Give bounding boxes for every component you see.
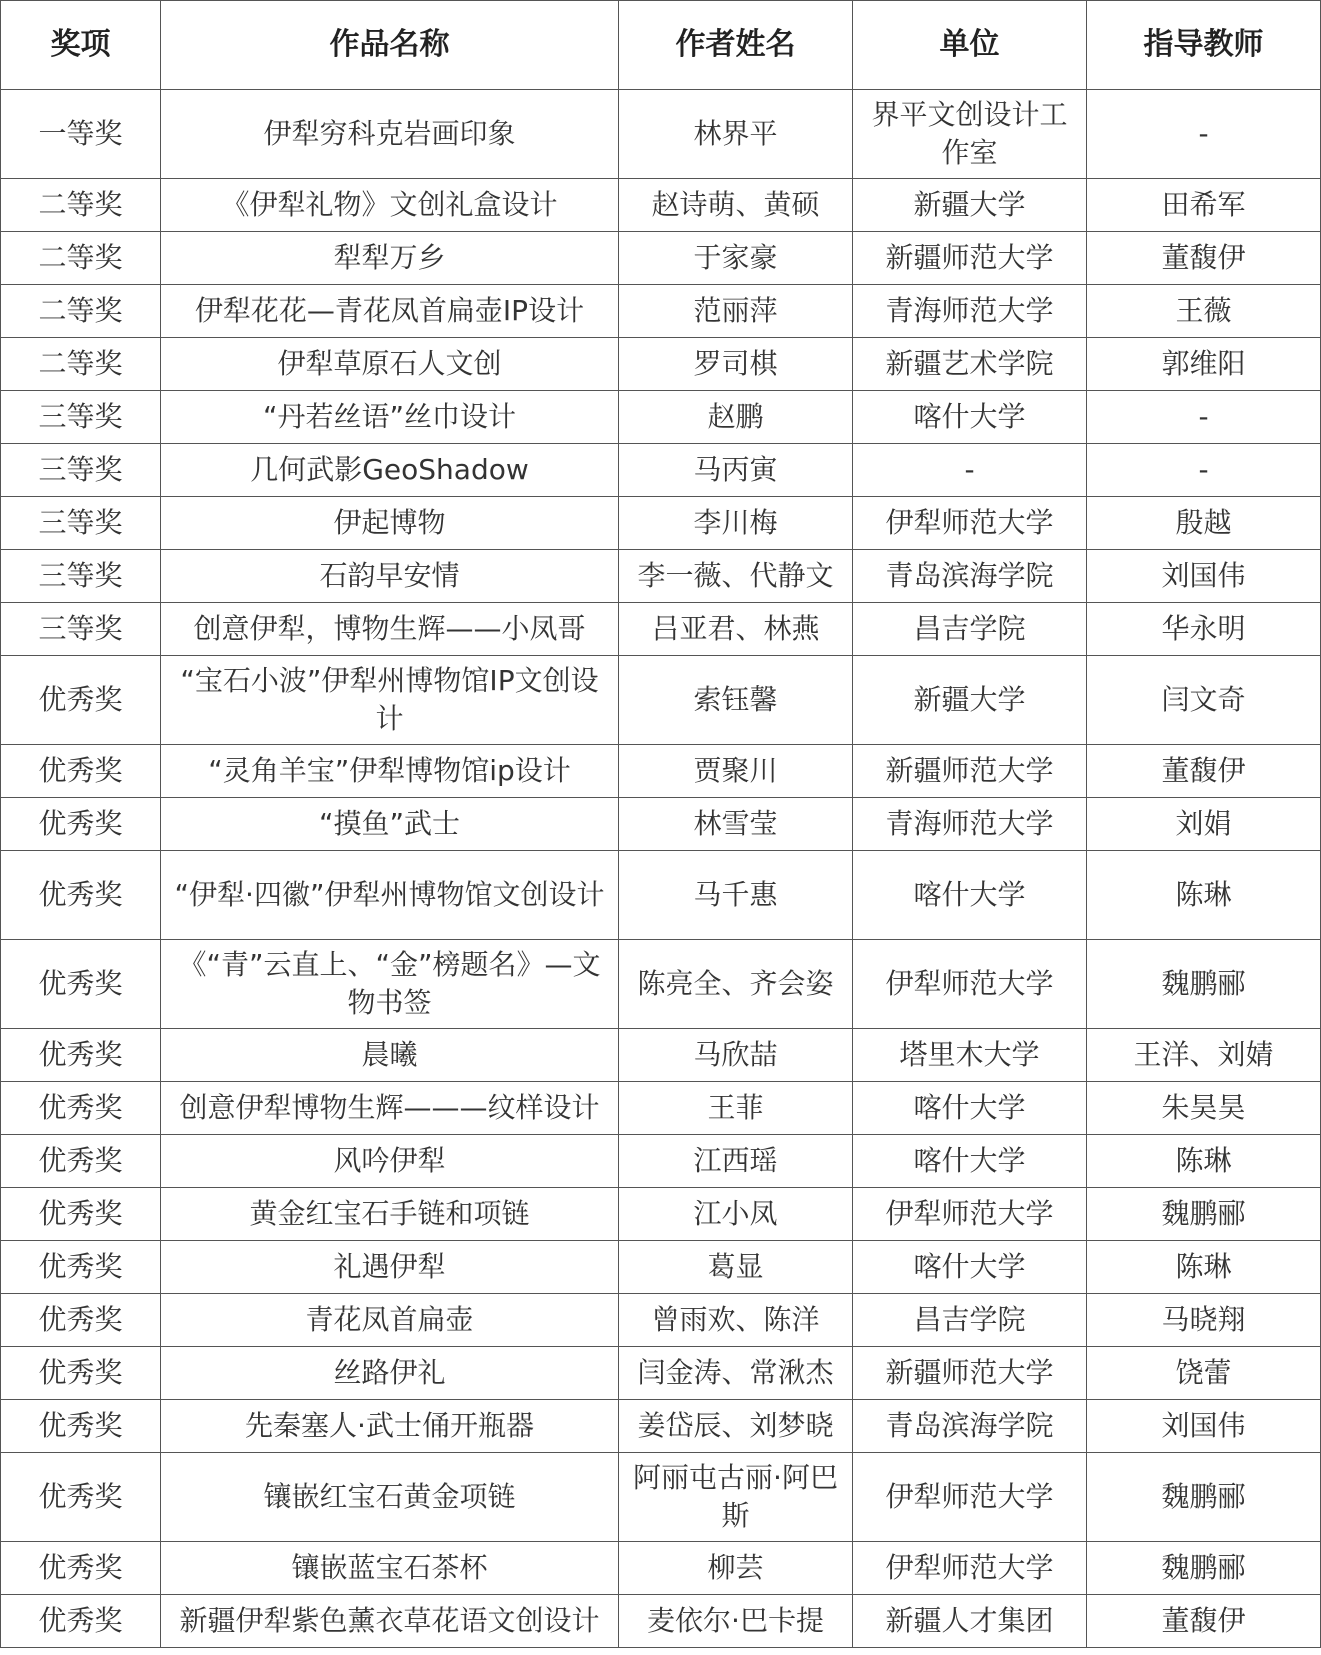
- cell-institution: 伊犁师范大学: [853, 1188, 1087, 1241]
- cell-work-title: 伊犁穷科克岩画印象: [161, 90, 619, 179]
- cell-institution: 新疆艺术学院: [853, 338, 1087, 391]
- cell-award: 二等奖: [1, 338, 161, 391]
- cell-award: 二等奖: [1, 232, 161, 285]
- cell-award: 优秀奖: [1, 1188, 161, 1241]
- table-row: [1, 745, 1321, 798]
- cell-work-title: 《“青”云直上、“金”榜题名》—文物书签: [161, 940, 619, 1029]
- cell-advisor: 董馥伊: [1087, 745, 1321, 798]
- cell-institution: 喀什大学: [853, 851, 1087, 940]
- cell-work-title: “伊犁·四徽”伊犁州博物馆文创设计: [161, 851, 619, 940]
- cell-advisor: 刘国伟: [1087, 550, 1321, 603]
- cell-advisor: 陈琳: [1087, 851, 1321, 940]
- cell-author: 赵诗萌、黄硕: [619, 179, 853, 232]
- header-row: [1, 1, 1321, 90]
- cell-work-title: 伊犁草原石人文创: [161, 338, 619, 391]
- cell-work-title: 犁犁万乡: [161, 232, 619, 285]
- cell-institution: 伊犁师范大学: [853, 1453, 1087, 1542]
- cell-award: 优秀奖: [1, 940, 161, 1029]
- cell-author: 吕亚君、林燕: [619, 603, 853, 656]
- cell-work-title: 创意伊犁博物生辉———纹样设计: [161, 1082, 619, 1135]
- cell-advisor: 董馥伊: [1087, 232, 1321, 285]
- table-row: [1, 603, 1321, 656]
- table-row: [1, 391, 1321, 444]
- cell-author: 林雪莹: [619, 798, 853, 851]
- table-row: [1, 338, 1321, 391]
- cell-advisor: 陈琳: [1087, 1241, 1321, 1294]
- cell-advisor: 陈琳: [1087, 1135, 1321, 1188]
- cell-author: 范丽萍: [619, 285, 853, 338]
- cell-work-title: 《伊犁礼物》文创礼盒设计: [161, 179, 619, 232]
- cell-author: 阿丽屯古丽·阿巴斯: [619, 1453, 853, 1542]
- cell-institution: 新疆师范大学: [853, 745, 1087, 798]
- table-row: [1, 798, 1321, 851]
- cell-work-title: 黄金红宝石手链和项链: [161, 1188, 619, 1241]
- cell-advisor: 殷越: [1087, 497, 1321, 550]
- cell-work-title: 几何武影GeoShadow: [161, 444, 619, 497]
- cell-author: 姜岱辰、刘梦晓: [619, 1400, 853, 1453]
- cell-author: 陈亮全、齐会姿: [619, 940, 853, 1029]
- table-row: [1, 1347, 1321, 1400]
- table-row: [1, 497, 1321, 550]
- cell-institution: 新疆师范大学: [853, 1347, 1087, 1400]
- cell-advisor: 朱昊昊: [1087, 1082, 1321, 1135]
- cell-institution: 喀什大学: [853, 1241, 1087, 1294]
- cell-work-title: 镶嵌蓝宝石茶杯: [161, 1542, 619, 1595]
- table-header: [1, 1, 1321, 90]
- cell-award: 优秀奖: [1, 1241, 161, 1294]
- cell-author: 葛显: [619, 1241, 853, 1294]
- cell-advisor: 华永明: [1087, 603, 1321, 656]
- cell-work-title: 伊起博物: [161, 497, 619, 550]
- cell-author: 马欣喆: [619, 1029, 853, 1082]
- cell-work-title: 风吟伊犁: [161, 1135, 619, 1188]
- cell-institution: 青海师范大学: [853, 798, 1087, 851]
- cell-award: 优秀奖: [1, 656, 161, 745]
- cell-author: 贾聚川: [619, 745, 853, 798]
- cell-work-title: “灵角羊宝”伊犁博物馆ip设计: [161, 745, 619, 798]
- cell-work-title: 青花凤首扁壶: [161, 1294, 619, 1347]
- cell-award: 优秀奖: [1, 1029, 161, 1082]
- cell-institution: 新疆大学: [853, 656, 1087, 745]
- table-row: [1, 1400, 1321, 1453]
- cell-author: 柳芸: [619, 1542, 853, 1595]
- table-row: [1, 285, 1321, 338]
- table-row: [1, 1135, 1321, 1188]
- table-row: [1, 550, 1321, 603]
- cell-work-title: 石韵早安情: [161, 550, 619, 603]
- cell-author: 麦依尔·巴卡提: [619, 1595, 853, 1648]
- cell-institution: 新疆师范大学: [853, 232, 1087, 285]
- cell-work-title: 先秦塞人·武士俑开瓶器: [161, 1400, 619, 1453]
- header-work-title: 作品名称: [161, 1, 619, 90]
- cell-award: 优秀奖: [1, 798, 161, 851]
- cell-author: 李一薇、代静文: [619, 550, 853, 603]
- cell-institution: 喀什大学: [853, 1082, 1087, 1135]
- cell-institution: 青岛滨海学院: [853, 550, 1087, 603]
- cell-advisor: -: [1087, 90, 1321, 179]
- cell-author: 王菲: [619, 1082, 853, 1135]
- cell-work-title: 晨曦: [161, 1029, 619, 1082]
- cell-author: 曾雨欢、陈洋: [619, 1294, 853, 1347]
- cell-author: 林界平: [619, 90, 853, 179]
- cell-work-title: 创意伊犁，博物生辉——小凤哥: [161, 603, 619, 656]
- cell-award: 优秀奖: [1, 851, 161, 940]
- header-author: 作者姓名: [619, 1, 853, 90]
- cell-institution: 昌吉学院: [853, 1294, 1087, 1347]
- cell-award: 优秀奖: [1, 1542, 161, 1595]
- table-row: [1, 1241, 1321, 1294]
- cell-work-title: 伊犁花花—青花凤首扁壶IP设计: [161, 285, 619, 338]
- cell-institution: 喀什大学: [853, 391, 1087, 444]
- table-row: [1, 1029, 1321, 1082]
- cell-author: 罗司棋: [619, 338, 853, 391]
- cell-institution: 塔里木大学: [853, 1029, 1087, 1082]
- cell-work-title: “摸鱼”武士: [161, 798, 619, 851]
- cell-work-title: “丹若丝语”丝巾设计: [161, 391, 619, 444]
- cell-advisor: 郭维阳: [1087, 338, 1321, 391]
- cell-award: 三等奖: [1, 444, 161, 497]
- table-row: [1, 940, 1321, 1029]
- cell-author: 索钰馨: [619, 656, 853, 745]
- cell-work-title: 礼遇伊犁: [161, 1241, 619, 1294]
- header-advisor: 指导教师: [1087, 1, 1321, 90]
- cell-award: 优秀奖: [1, 1135, 161, 1188]
- cell-advisor: -: [1087, 391, 1321, 444]
- cell-award: 三等奖: [1, 497, 161, 550]
- cell-author: 江小凤: [619, 1188, 853, 1241]
- cell-advisor: 刘娟: [1087, 798, 1321, 851]
- cell-institution: 伊犁师范大学: [853, 497, 1087, 550]
- cell-advisor: 田希军: [1087, 179, 1321, 232]
- cell-institution: -: [853, 444, 1087, 497]
- cell-author: 马千惠: [619, 851, 853, 940]
- cell-advisor: 闫文奇: [1087, 656, 1321, 745]
- cell-institution: 伊犁师范大学: [853, 1542, 1087, 1595]
- cell-advisor: 魏鹏郦: [1087, 1188, 1321, 1241]
- cell-institution: 伊犁师范大学: [853, 940, 1087, 1029]
- cell-author: 马丙寅: [619, 444, 853, 497]
- cell-award: 优秀奖: [1, 1400, 161, 1453]
- table-row: [1, 1595, 1321, 1648]
- cell-author: 李川梅: [619, 497, 853, 550]
- cell-advisor: 刘国伟: [1087, 1400, 1321, 1453]
- cell-award: 二等奖: [1, 179, 161, 232]
- cell-advisor: 魏鹏郦: [1087, 1542, 1321, 1595]
- cell-institution: 界平文创设计工作室: [853, 90, 1087, 179]
- cell-institution: 新疆人才集团: [853, 1595, 1087, 1648]
- cell-advisor: 王薇: [1087, 285, 1321, 338]
- cell-institution: 昌吉学院: [853, 603, 1087, 656]
- header-institution: 单位: [853, 1, 1087, 90]
- table-row: [1, 656, 1321, 745]
- table-row: [1, 851, 1321, 940]
- cell-advisor: 王洋、刘婧: [1087, 1029, 1321, 1082]
- cell-author: 赵鹏: [619, 391, 853, 444]
- cell-institution: 新疆大学: [853, 179, 1087, 232]
- cell-advisor: 马晓翔: [1087, 1294, 1321, 1347]
- cell-institution: 喀什大学: [853, 1135, 1087, 1188]
- cell-award: 三等奖: [1, 603, 161, 656]
- cell-award: 优秀奖: [1, 1347, 161, 1400]
- cell-award: 三等奖: [1, 550, 161, 603]
- cell-work-title: 镶嵌红宝石黄金项链: [161, 1453, 619, 1542]
- cell-award: 优秀奖: [1, 745, 161, 798]
- cell-award: 优秀奖: [1, 1294, 161, 1347]
- cell-author: 江西瑶: [619, 1135, 853, 1188]
- cell-work-title: 新疆伊犁紫色薰衣草花语文创设计: [161, 1595, 619, 1648]
- cell-award: 优秀奖: [1, 1082, 161, 1135]
- cell-award: 一等奖: [1, 90, 161, 179]
- header-award: 奖项: [1, 1, 161, 90]
- cell-author: 闫金涛、常湫杰: [619, 1347, 853, 1400]
- cell-advisor: -: [1087, 444, 1321, 497]
- cell-work-title: “宝石小波”伊犁州博物馆IP文创设计: [161, 656, 619, 745]
- table-row: [1, 179, 1321, 232]
- cell-institution: 青岛滨海学院: [853, 1400, 1087, 1453]
- table-row: [1, 1453, 1321, 1542]
- table-row: [1, 90, 1321, 179]
- cell-award: 优秀奖: [1, 1595, 161, 1648]
- cell-advisor: 魏鹏郦: [1087, 1453, 1321, 1542]
- cell-advisor: 饶蕾: [1087, 1347, 1321, 1400]
- cell-institution: 青海师范大学: [853, 285, 1087, 338]
- cell-work-title: 丝路伊礼: [161, 1347, 619, 1400]
- cell-advisor: 董馥伊: [1087, 1595, 1321, 1648]
- cell-author: 于家豪: [619, 232, 853, 285]
- cell-award: 二等奖: [1, 285, 161, 338]
- table-row: [1, 232, 1321, 285]
- table-body: [1, 90, 1321, 1648]
- cell-advisor: 魏鹏郦: [1087, 940, 1321, 1029]
- table-row: [1, 1082, 1321, 1135]
- cell-award: 优秀奖: [1, 1453, 161, 1542]
- cell-award: 三等奖: [1, 391, 161, 444]
- table-row: [1, 1294, 1321, 1347]
- table-row: [1, 1542, 1321, 1595]
- table-row: [1, 444, 1321, 497]
- table-row: [1, 1188, 1321, 1241]
